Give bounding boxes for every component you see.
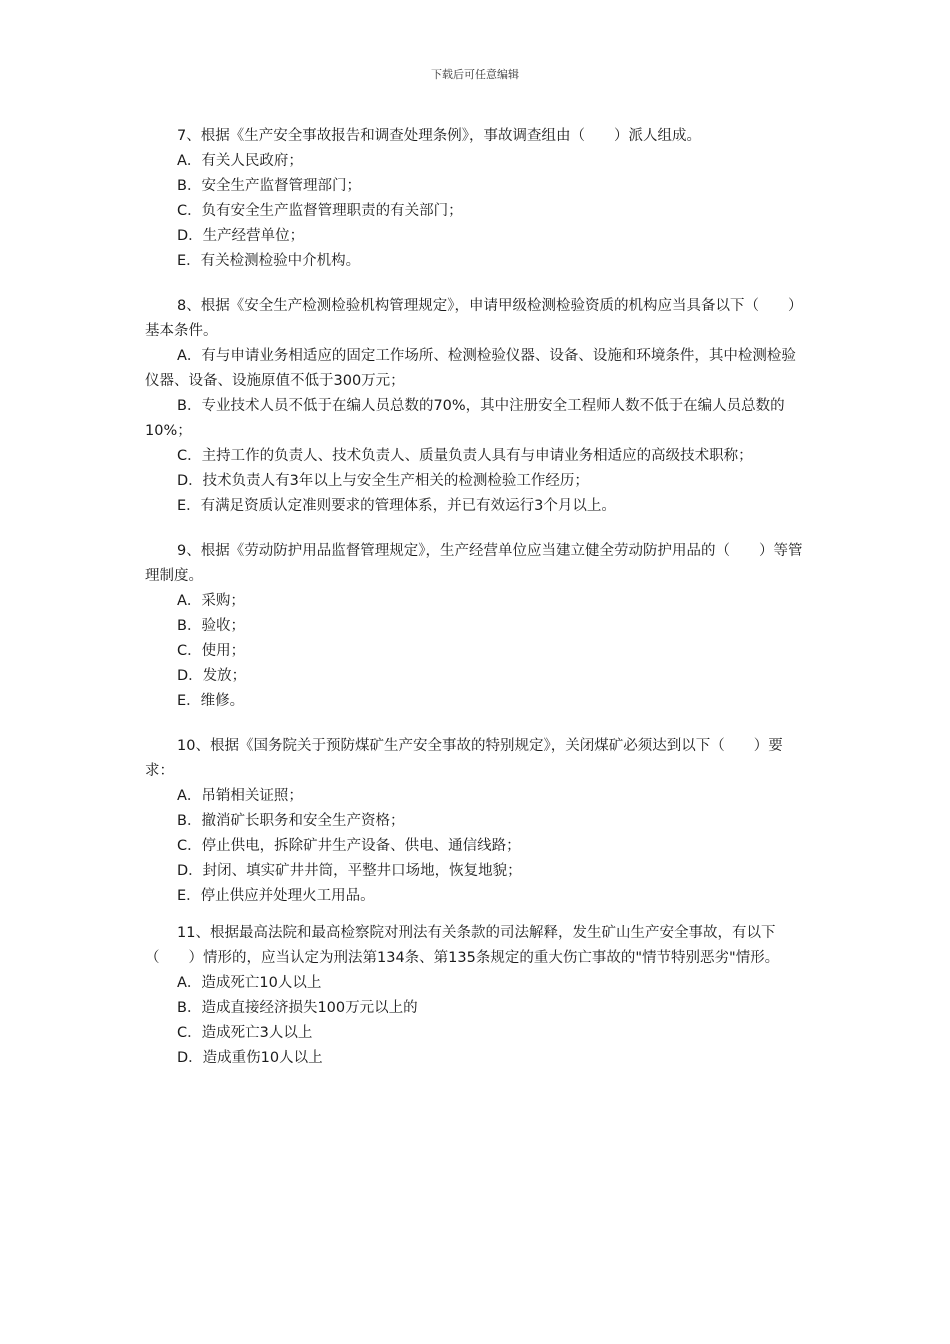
question-stem: 10、根据《国务院关于预防煤矿生产安全事故的特别规定》，关闭煤矿必须达到以下（ ）要求： (145, 738, 783, 779)
option-list (145, 589, 810, 714)
option-d: D．生产经营单位； (177, 228, 305, 244)
spacer (145, 714, 810, 734)
option-c: C．造成死亡3人以上 (177, 1025, 313, 1041)
option-d: D．发放； (177, 668, 247, 684)
option-e: E．停止供应并处理火工用品。 (177, 888, 375, 904)
option-b: B．验收； (177, 618, 245, 634)
option-d: D．造成重伤10人以上 (177, 1050, 323, 1066)
option-list (145, 784, 810, 909)
option-a: A．造成死亡10人以上 (177, 975, 322, 991)
question-stem: 11、根据最高法院和最高检察院对刑法有关条款的司法解释，发生矿山生产安全事故，有以下（ ）情形的，应当认定为刑法第134条、第135条规定的重大伤亡事故的"情节特别恶劣"情形。 (145, 925, 780, 966)
option-c: C．使用； (177, 643, 246, 659)
option-d: D．技术负责人有3年以上与安全生产相关的检测检验工作经历； (177, 473, 589, 489)
option-a: A．吊销相关证照； (177, 788, 303, 804)
spacer (145, 909, 810, 921)
question-11 (145, 921, 810, 1071)
option-d: D．封闭、填实矿井井筒，平整井口场地，恢复地貌； (177, 863, 522, 879)
option-b: B．专业技术人员不低于在编人员总数的70%，其中注册安全工程师人数不低于在编人员总数的10%； (145, 398, 785, 439)
option-c: C．负有安全生产监督管理职责的有关部门； (177, 203, 463, 219)
question-7 (145, 124, 810, 274)
spacer (145, 274, 810, 294)
option-c: C．停止供电，拆除矿井生产设备、供电、通信线路； (177, 838, 521, 854)
spacer (145, 519, 810, 539)
question-10 (145, 734, 810, 909)
option-b: B．造成直接经济损失100万元以上的 (177, 1000, 418, 1016)
option-b: B．撤消矿长职务和安全生产资格； (177, 813, 405, 829)
option-e: E．维修。 (177, 693, 245, 709)
option-e: E．有关检测检验中介机构。 (177, 253, 361, 269)
option-a: A．有与申请业务相适应的固定工作场所、检测检验仪器、设备、设施和环境条件，其中检测检验仪器、设备、设施原值不低于300万元； (145, 348, 796, 389)
option-a: A．采购； (177, 593, 245, 609)
question-9 (145, 539, 810, 714)
option-list (145, 149, 810, 274)
option-b: B．安全生产监督管理部门； (177, 178, 361, 194)
question-stem: 8、根据《安全生产检测检验机构管理规定》，申请甲级检测检验资质的机构应当具备以下（ ）基本条件。 (145, 298, 803, 339)
question-stem: 7、根据《生产安全事故报告和调查处理条例》，事故调查组由（ ）派人组成。 (177, 128, 701, 144)
document-body (145, 124, 810, 1071)
option-list (145, 971, 810, 1071)
page-header: 下载后可任意编辑 (431, 68, 519, 81)
option-e: E．有满足资质认定准则要求的管理体系，并已有效运行3个月以上。 (177, 498, 616, 514)
question-8 (145, 294, 810, 519)
option-a: A．有关人民政府； (177, 153, 303, 169)
question-stem: 9、根据《劳动防护用品监督管理规定》，生产经营单位应当建立健全劳动防护用品的（ ）等管理制度。 (145, 543, 803, 584)
option-c: C．主持工作的负责人、技术负责人、质量负责人具有与申请业务相适应的高级技术职称； (177, 448, 753, 464)
option-list (145, 344, 810, 519)
